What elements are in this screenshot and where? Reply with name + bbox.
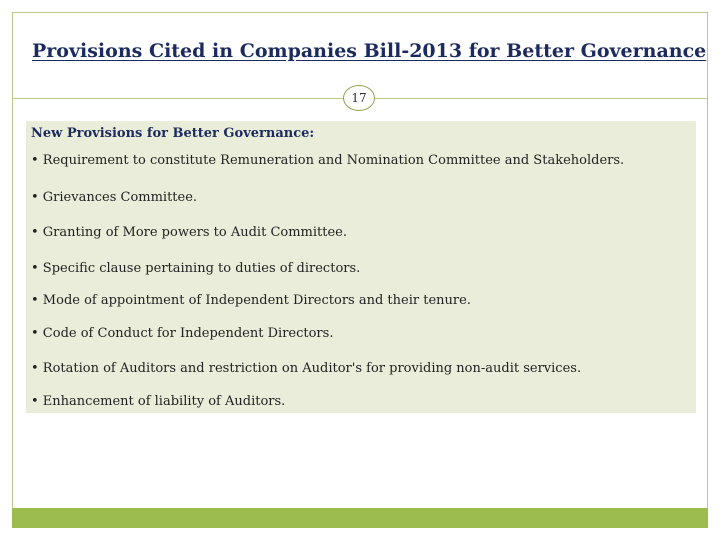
bullet-item: • Rotation of Auditors and restriction on Auditor's for providing non-audit services. <box>31 361 582 376</box>
page-number: 17 <box>351 91 367 105</box>
bullet-item: • Granting of More powers to Audit Committee. <box>31 225 347 240</box>
panel-heading: New Provisions for Better Governance: <box>31 126 315 141</box>
provisions-panel <box>26 121 696 413</box>
bullet-item: • Mode of appointment of Independent Directors and their tenure. <box>31 293 471 308</box>
bullet-item: • Specific clause pertaining to duties of directors. <box>31 261 361 276</box>
page-number-badge <box>343 85 375 111</box>
bullet-item: • Code of Conduct for Independent Directors. <box>31 326 334 341</box>
bullet-item: • Enhancement of liability of Auditors. <box>31 394 286 409</box>
slide-title: Provisions Cited in Companies Bill-2013 for Better Governance <box>32 40 707 62</box>
bullet-item: • Grievances Committee. <box>31 190 198 205</box>
bullet-item: • Requirement to constitute Remuneration and Nomination Committee and Stakeholders. <box>31 153 625 168</box>
footer-bar <box>12 508 708 528</box>
